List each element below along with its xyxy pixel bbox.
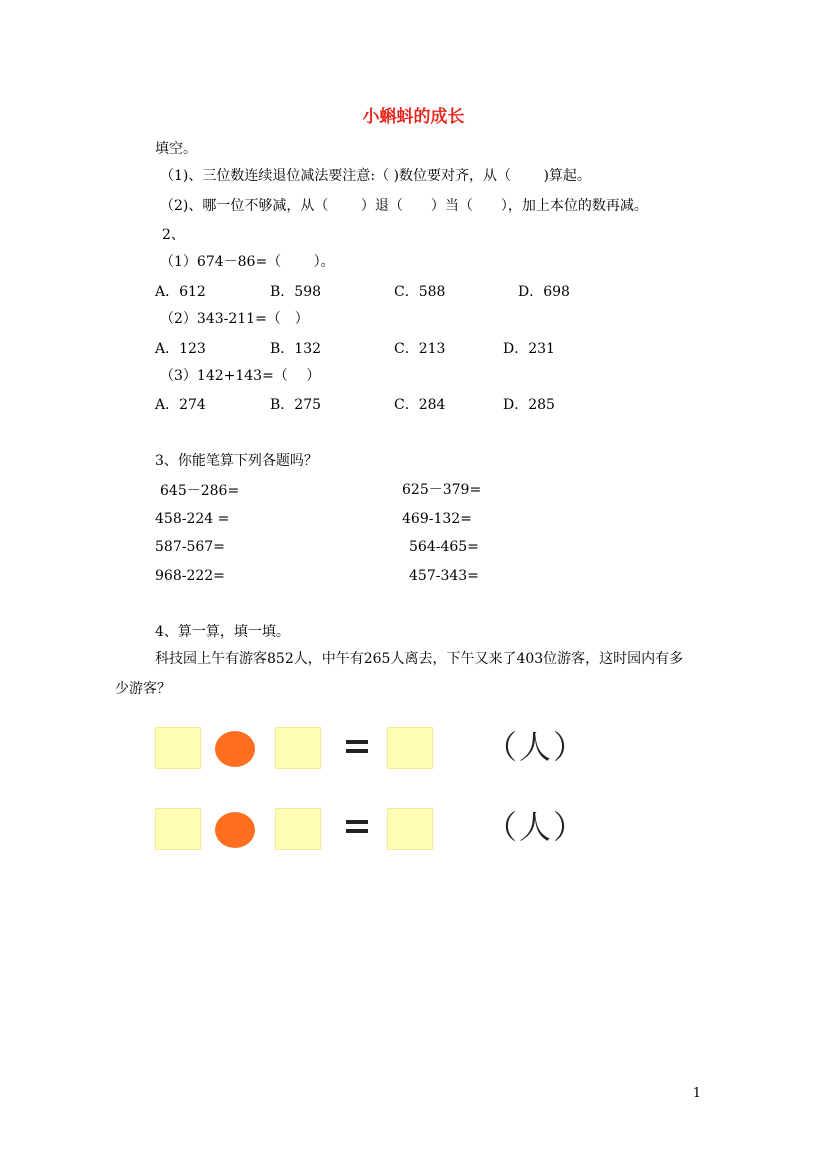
choice-q2-option-d: D．231: [503, 341, 555, 357]
calc-right-1: 625－379=: [402, 482, 482, 498]
unit-label-2: （人）: [485, 808, 588, 846]
calc-left-3: 587-567=: [155, 539, 225, 555]
page-title: 小蝌蚪的成长: [362, 107, 465, 127]
operator-circle[interactable]: [215, 731, 255, 767]
equals-sign: [346, 819, 368, 835]
calc-right-3: 564-465=: [409, 539, 479, 555]
calc-left-2: 458-224 =: [155, 511, 230, 527]
answer-box[interactable]: [275, 727, 321, 769]
operator-circle[interactable]: [215, 812, 255, 848]
section2-heading: 2、: [162, 227, 185, 243]
fill-blank-q1: （1)、三位数连续退位减法要注意:（ )数位要对齐，从（ )算起。: [160, 168, 591, 184]
choice-q2-option-b: B．132: [270, 341, 322, 357]
calc-right-4: 457-343=: [409, 568, 479, 584]
choice-q3-option-a: A．274: [155, 397, 206, 413]
choice-q1-option-d: D．698: [518, 284, 570, 300]
choice-q2-option-a: A．123: [155, 341, 206, 357]
choice-q1-option-a: A．612: [155, 284, 206, 300]
word-problem-line1: 科技园上午有游客852人，中午有265人离去，下午又来了403位游客，这时园内有多: [155, 651, 684, 667]
answer-box[interactable]: [155, 727, 201, 769]
fill-blank-q2: （2)、哪一位不够减，从（ ）退（ ）当（ ），加上本位的数再减。: [160, 198, 648, 214]
calc-left-4: 968-222=: [155, 568, 225, 584]
choice-q2-option-c: C．213: [394, 341, 446, 357]
choice-q1-stem: （1）674－86=（ ）。: [160, 254, 335, 270]
answer-box[interactable]: [387, 727, 433, 769]
unit-label-1: （人）: [485, 728, 588, 766]
page-number: 1: [692, 1086, 701, 1101]
answer-box[interactable]: [155, 808, 201, 850]
equals-sign: [346, 739, 368, 755]
section3-heading: 3、你能笔算下列各题吗？: [155, 453, 318, 469]
choice-q3-stem: （3）142+143=（ ）: [160, 368, 321, 384]
choice-q3-option-b: B．275: [270, 397, 322, 413]
choice-q1-option-c: C．588: [394, 284, 446, 300]
section1-heading: 填空。: [155, 141, 197, 157]
answer-box[interactable]: [387, 808, 433, 850]
choice-q2-stem: （2）343-211=（ ）: [160, 311, 309, 327]
choice-q3-option-d: D．285: [503, 397, 555, 413]
word-problem-line2: 少游客？: [115, 681, 171, 697]
section4-heading: 4、算一算，填一填。: [155, 624, 290, 640]
choice-q1-option-b: B．598: [270, 284, 322, 300]
calc-right-2: 469-132=: [402, 511, 472, 527]
choice-q3-option-c: C．284: [394, 397, 446, 413]
answer-box[interactable]: [275, 808, 321, 850]
calc-left-1: 645－286=: [160, 483, 240, 499]
